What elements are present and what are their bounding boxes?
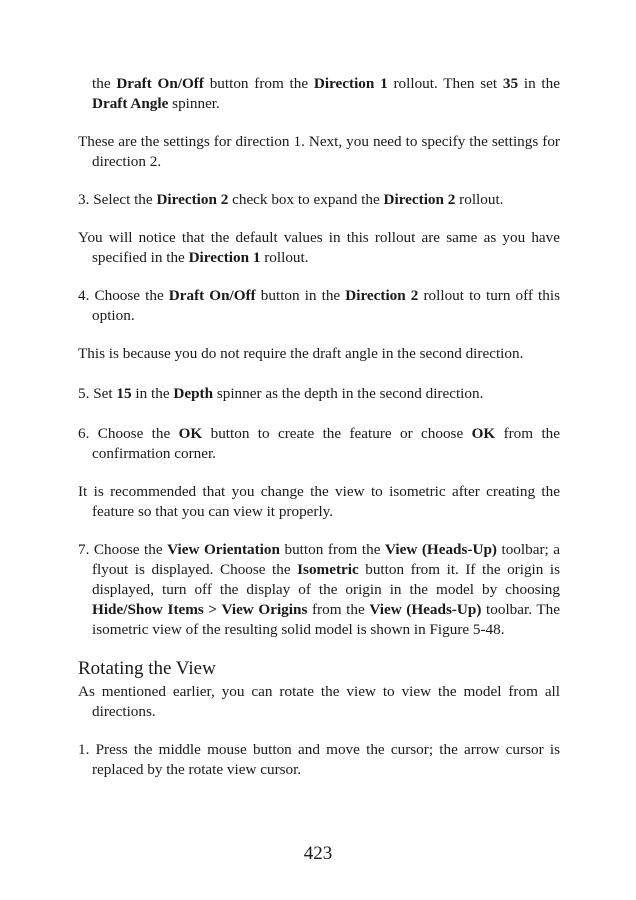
text: 4. Choose the xyxy=(78,287,169,304)
text: rollout. Then set xyxy=(387,75,503,92)
text: check box to expand the xyxy=(228,191,384,208)
text: This is because you do not require the draft angle in the second direction. xyxy=(78,345,524,362)
bold-text: Draft On/Off xyxy=(168,287,256,304)
section-heading: Rotating the View xyxy=(78,658,216,679)
bold-text: Direction 1 xyxy=(188,249,261,266)
bold-text: View (Heads-Up) xyxy=(384,541,497,558)
text: rollout to turn off this option. xyxy=(92,287,560,324)
bold-text: Isometric xyxy=(297,561,359,578)
bold-text: 15 xyxy=(116,385,132,402)
text: As mentioned earlier, you can rotate the view to view the model from all directions. xyxy=(78,683,560,720)
text: from the confirmation corner. xyxy=(92,425,561,462)
text: rollout. xyxy=(455,191,504,208)
text: 5. Set xyxy=(78,385,117,402)
text: toolbar; a flyout is displayed. Choose the xyxy=(92,541,561,578)
step-3 xyxy=(78,190,560,210)
text: You will notice that the default values in this rollout are same as you have specified in the xyxy=(78,229,560,266)
text: It is recommended that you change the view to isometric after creating the feature so that you can view it properly. xyxy=(78,483,560,520)
bold-text: Depth xyxy=(173,385,214,402)
page-number: 423 xyxy=(303,843,333,864)
step-6 xyxy=(78,424,560,464)
paragraph-direction-settings xyxy=(78,132,560,172)
page-content xyxy=(78,74,560,798)
paragraph-draft-reason xyxy=(78,344,560,364)
text: button in the xyxy=(255,287,346,304)
bold-text: Direction 2 xyxy=(383,191,456,208)
paragraph-isometric-recommendation xyxy=(78,482,560,522)
bold-text: OK xyxy=(178,425,203,442)
bold-text: OK xyxy=(471,425,496,442)
text: spinner. xyxy=(168,95,220,112)
text: spinner as the depth in the second direction. xyxy=(213,385,484,402)
step-4 xyxy=(78,286,560,326)
step-7 xyxy=(78,540,560,640)
text: from the xyxy=(307,601,370,618)
text: 6. Choose the xyxy=(78,425,179,442)
bold-text: Draft Angle xyxy=(92,95,169,112)
bold-text: View Orientation xyxy=(167,541,280,558)
text: button from the xyxy=(279,541,385,558)
text: in the xyxy=(131,385,174,402)
text: the xyxy=(92,75,117,92)
paragraph-rotate-intro xyxy=(78,682,560,722)
bold-text: 35 xyxy=(502,75,519,92)
paragraph-default-values xyxy=(78,228,560,268)
bold-text: Direction 2 xyxy=(345,287,419,304)
text: 1. Press the middle mouse button and move the cursor; the arrow cursor is replaced by the rotate view cursor. xyxy=(78,741,560,778)
step-5 xyxy=(78,384,560,404)
bold-text: Draft On/Off xyxy=(116,75,204,92)
text: rollout. xyxy=(260,249,309,266)
paragraph-draft-angle xyxy=(78,74,560,114)
text: button to create the feature or choose xyxy=(202,425,472,442)
text: in the xyxy=(518,75,560,92)
bold-text: Hide/Show Items > View Origins xyxy=(92,601,308,618)
text: 7. Choose the xyxy=(78,541,168,558)
bold-text: Direction 2 xyxy=(156,191,229,208)
bold-text: View (Heads-Up) xyxy=(369,601,482,618)
text: button from it. If the origin is displayed, turn off the display of the origin in the model by choosing xyxy=(92,561,561,598)
text: toolbar. The isometric view of the resulting solid model is shown in Figure 5-48. xyxy=(92,601,560,638)
step-rotate-1 xyxy=(78,740,560,780)
text: button from the xyxy=(203,75,314,92)
text: 3. Select the xyxy=(78,191,157,208)
text: These are the settings for direction 1. Next, you need to specify the settings for direction 2. xyxy=(78,133,560,170)
bold-text: Direction 1 xyxy=(313,75,388,92)
